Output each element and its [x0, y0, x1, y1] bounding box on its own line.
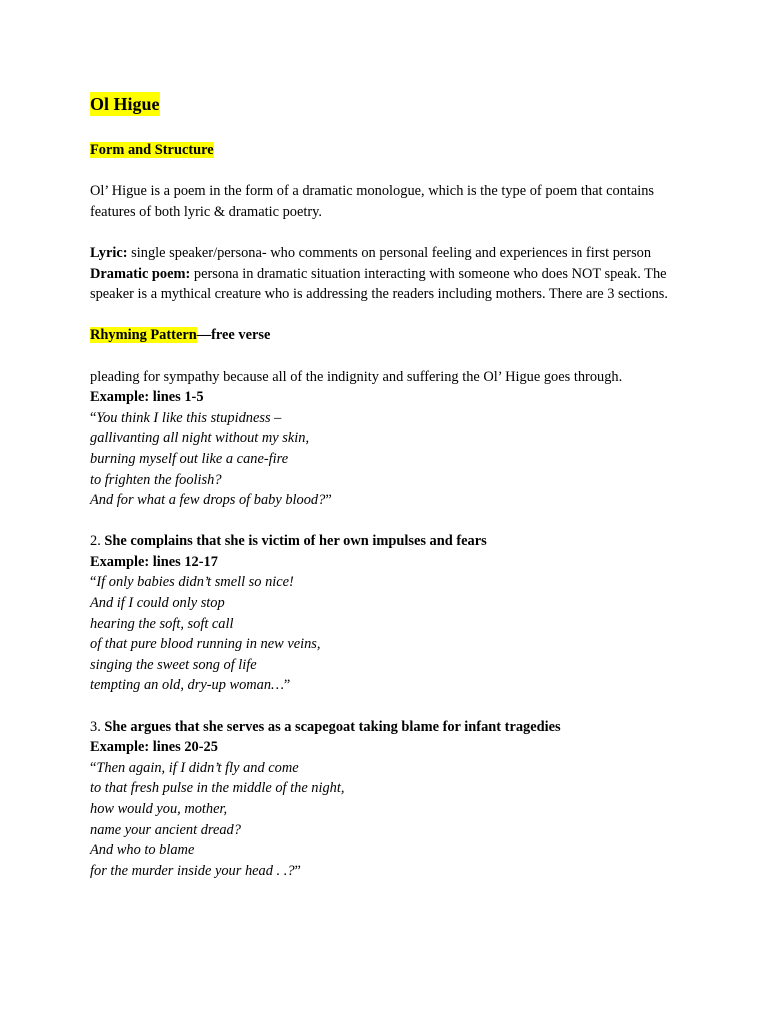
- section3-heading: [90, 717, 680, 738]
- quote-line: gallivanting all night without my skin,: [90, 430, 310, 447]
- quote-line: “Then again, if I didn’t fly and come: [90, 759, 299, 776]
- quote-line: And for what a few drops of baby blood?”: [90, 492, 332, 509]
- section3-number: 3.: [90, 718, 105, 735]
- quote-line: tempting an old, dry-up woman…”: [90, 677, 291, 694]
- section3-heading-text: She argues that she serves as a scapegoat taking blame for infant tragedies: [104, 718, 561, 735]
- quote-line: to frighten the foolish?: [90, 471, 222, 488]
- quote-open: “: [90, 759, 97, 776]
- dramatic-label: Dramatic poem:: [90, 265, 191, 282]
- quote-line: how would you, mother,: [90, 801, 228, 817]
- quote-line: name your ancient dread?: [90, 821, 241, 838]
- rhyme-line: [90, 325, 680, 346]
- form-heading: Form and Structure: [90, 142, 214, 158]
- quote-line: singing the sweet song of life: [90, 656, 257, 673]
- rhyme-suffix: —free verse: [196, 327, 271, 344]
- section2-number: 2.: [90, 533, 105, 550]
- section2-heading-text: She complains that she is victim of her own impulses and fears: [104, 533, 487, 550]
- quote-line: “If only babies didn’t smell so nice!: [90, 574, 294, 591]
- quote-line: to that fresh pulse in the middle of the night,: [90, 780, 345, 797]
- quote-open: “: [90, 409, 97, 426]
- quote-line: of that pure blood running in new veins,: [90, 636, 321, 653]
- dramatic-text: persona in dramatic situation interacting with someone who does NOT speak. The speaker is a mythical creature who is addressing the readers including mothers. There are 3 sections.: [90, 265, 668, 303]
- section2-heading: [90, 531, 680, 552]
- quote-close: ”: [325, 492, 332, 509]
- form-heading-line: [90, 140, 680, 161]
- quote-line: hearing the soft, soft call: [90, 615, 234, 632]
- rhyme-label: Rhyming Pattern: [90, 327, 197, 344]
- section3-example: Example: lines 20-25: [90, 739, 218, 756]
- quote-close: ”: [294, 862, 301, 879]
- section2-quote: [90, 572, 680, 696]
- quote-close: ”: [283, 677, 291, 694]
- quote-line: And who to blame: [90, 842, 195, 859]
- section1-example: Example: lines 1-5: [90, 389, 204, 406]
- quote-open: “: [90, 574, 97, 591]
- quote-line: for the murder inside your head . .?”: [90, 862, 301, 879]
- section3-quote: [90, 758, 680, 882]
- quote-line: And if I could only stop: [90, 595, 225, 612]
- lyric-text: single speaker/persona- who comments on personal feeling and experiences in first person: [127, 244, 652, 261]
- page-title: Ol Higue: [90, 94, 160, 114]
- quote-line: burning myself out like a cane-fire: [90, 450, 289, 467]
- intro-paragraph: Ol’ Higue is a poem in the form of a dramatic monologue, which is the type of poem that contains features of both lyric & dramatic poetry.: [90, 183, 655, 220]
- document-content: [90, 92, 680, 881]
- dramatic-definition: [90, 264, 680, 305]
- section2-example: Example: lines 12-17: [90, 553, 218, 570]
- quote-line: “You think I like this stupidness –: [90, 409, 282, 426]
- lyric-label: Lyric:: [90, 244, 128, 261]
- section1-quote: [90, 408, 680, 511]
- section1-text: pleading for sympathy because all of the indignity and suffering the Ol’ Higue goes through.: [90, 368, 623, 385]
- lyric-definition: [90, 243, 680, 264]
